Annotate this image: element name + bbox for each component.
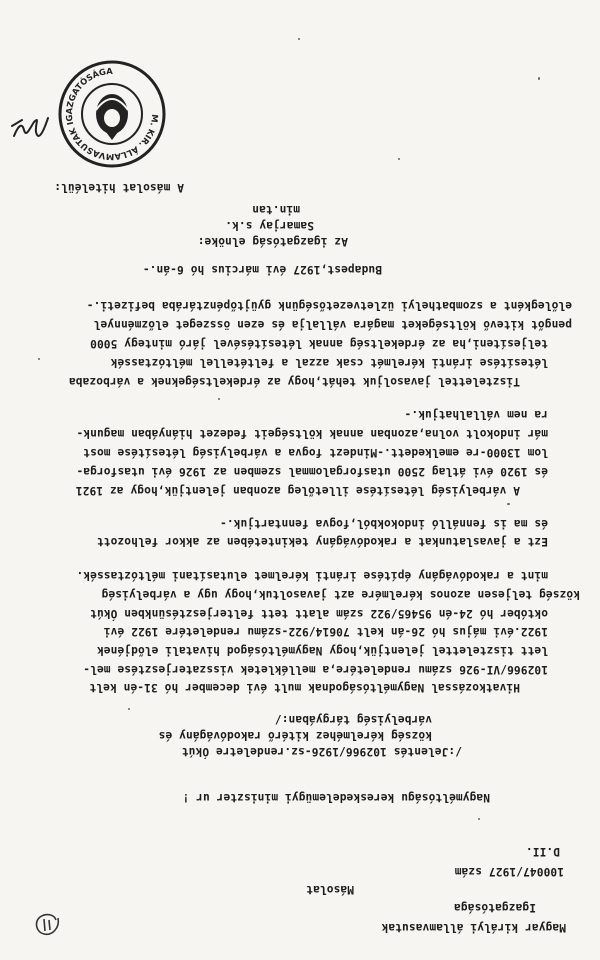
body-line: Tisztelettel javasoljuk tehát,hogy az érdekeltségeknek a várbozaba [68, 375, 520, 388]
date-line: Budapest,1927 évi március hó 6-án.- [142, 263, 382, 276]
scan-speck [128, 708, 130, 710]
scan-speck [507, 503, 510, 505]
body-line: 102966/VI-926 számu rendeletére,a mellékletek visszaterjesztése mel- [83, 663, 548, 676]
department-name: Igazgatósága [453, 901, 536, 914]
body-line: már indokolt volna,azonban annak költségeit fedezet hiányában magunk- [76, 427, 548, 440]
subject-line: község kérelméhez kitérő rakodóvágány és [158, 729, 432, 742]
subject-line: várbelyiség tárgyában:/ [274, 713, 432, 726]
scan-speck [538, 77, 540, 80]
president-title: Az igazgatóság elnöke: [197, 235, 348, 248]
copy-label: Másolat [306, 883, 354, 896]
body-line: és 1920 évi átlag 2500 utasforgalommal szemben az 1926 évi utasforga- [76, 465, 548, 478]
handwritten-signature [8, 110, 52, 146]
body-line: 1922.évi május hó 26-án kelt 70614/922-számu rendeletére 1922 évi [103, 625, 548, 638]
body-line: létesítése iránti kérelmét csak azzal a feltétellel méltóztassék [110, 356, 548, 369]
body-line: község teljesen azonos kérelmére azt javasoltuk,hogy ugy a várbelyiség [101, 588, 580, 601]
scan-speck [38, 358, 40, 360]
body-line: lett tisztelettel jelentjük,hogy Nagyméltóságod hivatali elődjének [96, 644, 548, 657]
body-line: és ma is fennálló indokokból,fogva fenntartjuk.- [219, 517, 548, 530]
body-line: előlegként a szombathelyi üzletvezetőségünk gyüjtőpénztárába befizeti.- [86, 299, 572, 312]
reference-code: D.II. [525, 845, 560, 858]
institution-name: Magyar királyi államvasutak [381, 921, 566, 934]
body-line: ra nem vállalhatjuk.- [404, 408, 548, 421]
scan-speck [478, 818, 480, 820]
margin-annotation-mark [32, 912, 62, 940]
addressee-line: Nagyméltóságu kereskedelemügyi miniszter ur ! [182, 791, 490, 804]
subject-line: /:Jelentés 102966/1926-sz.rendeletre Ókút [181, 745, 462, 758]
certification-line: A másolat hiteléül: [54, 181, 184, 194]
body-line: Ezt a javaslatunkat a rakodóvágány tekintetében az akkor felhozott [96, 535, 548, 548]
body-line: mint a rakodóvágány építése iránti kérelmet elutasítani méltóztassék. [76, 569, 548, 582]
signer-role: min.tan [252, 203, 300, 216]
scan-speck [398, 158, 400, 160]
scan-speck [298, 38, 300, 40]
body-line: október hó 24-én 95465/922 szám alatt tett felterjesztésünkben Ókút [90, 607, 548, 620]
official-stamp-seal [56, 58, 168, 170]
body-line: teljesíteni,ha az érdekeltség annak létesítésével járó mintegy 5000 [90, 337, 548, 350]
body-line: pengőt kitevő költségeket magára vállalja és ezen összeget előzménnyel [93, 318, 572, 331]
reference-number: 100047/1927 szám [454, 865, 564, 878]
scan-speck [218, 398, 220, 400]
stamp-text: M. KIR. ÁLLAMVASUTAK IGAZGATÓSÁGA [63, 65, 161, 163]
body-line: A várbelyiség létesítése illetőleg azonban jelentjük,hogy az 1921 [75, 484, 520, 497]
body-line: lom 13000-re emelkedett.-Mindezt fogva a várbelyiség létesítése most [83, 446, 548, 459]
body-line: Hivatkozással Nagyméltóságodnak mult évi december hó 31-én kelt [89, 681, 520, 694]
signer-name: Samarjay s.k. [225, 219, 314, 232]
